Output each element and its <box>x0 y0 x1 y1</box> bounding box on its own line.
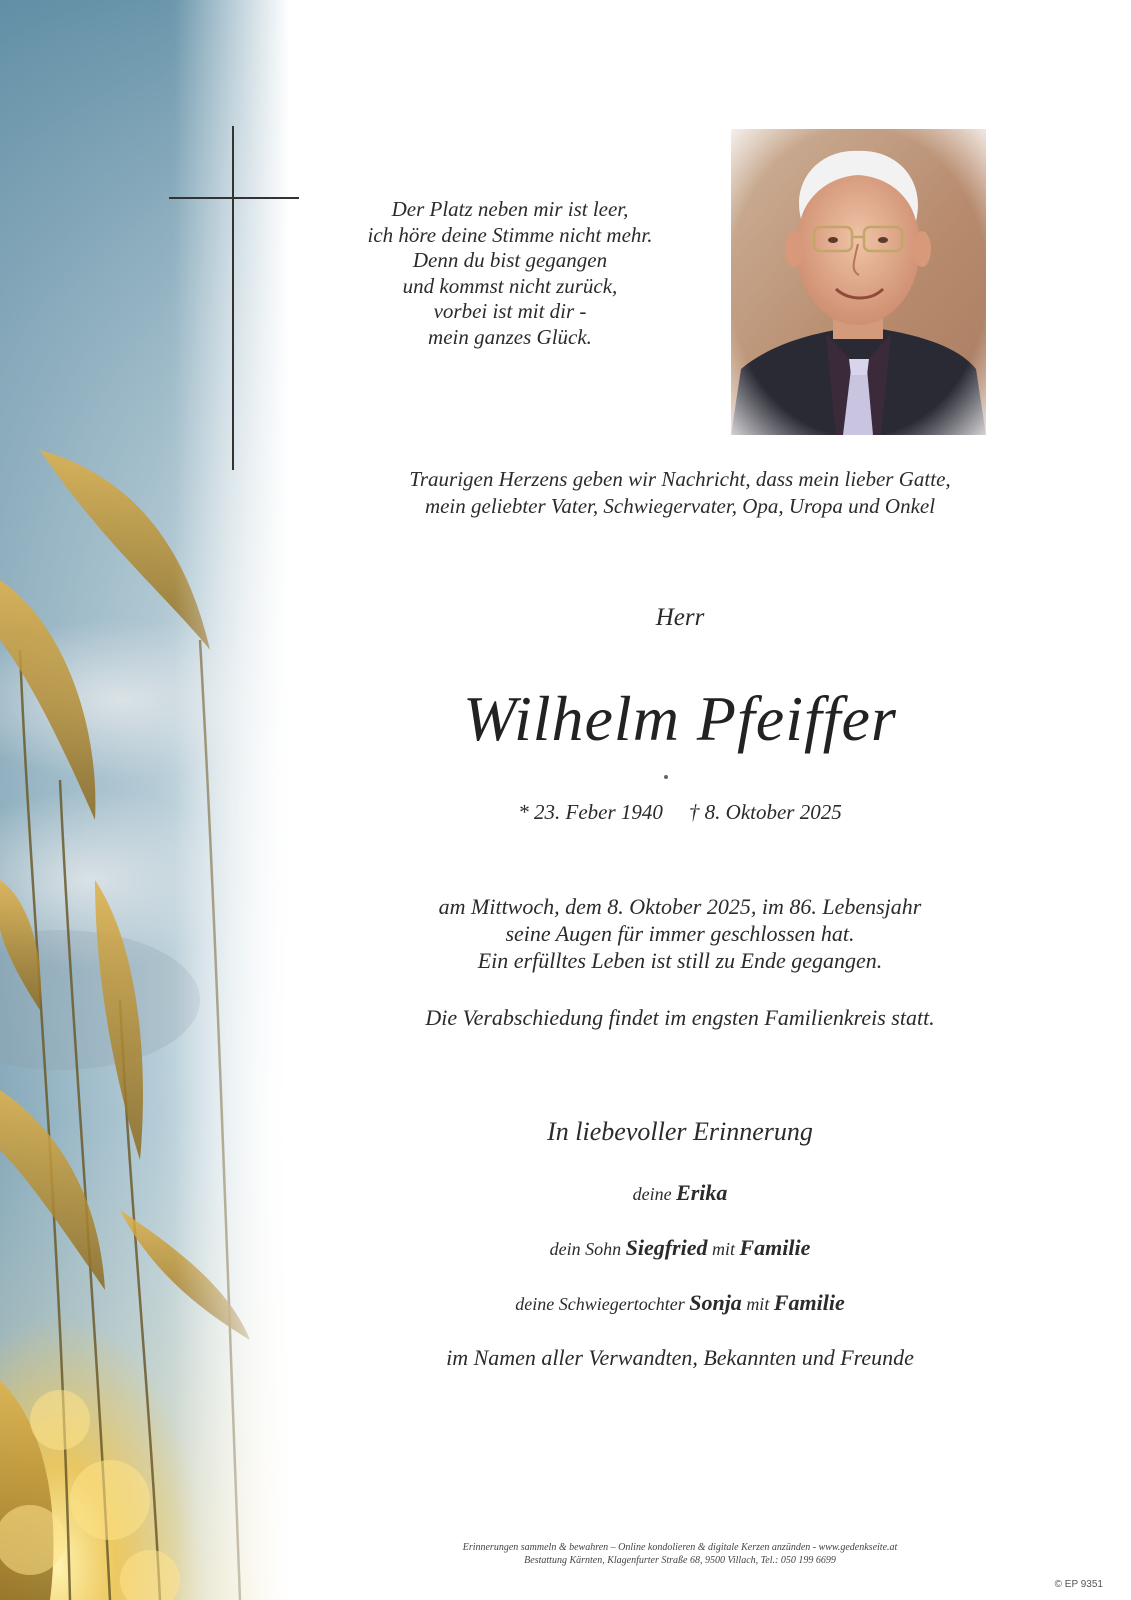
intro-line: mein geliebter Vater, Schwiegervater, Opa, Uropa und Onkel <box>424 494 936 518</box>
poem-line: vorbei ist mit dir - <box>433 299 587 324</box>
document-code: © EP 9351 <box>1054 1579 1103 1590</box>
footer-line: Bestattung Kärnten, Klagenfurter Straße 68, 9500 Villach, Tel.: 050 199 6699 <box>524 1555 836 1566</box>
mourner-name: Erika <box>676 1180 728 1205</box>
portrait-photo <box>731 129 986 435</box>
honorific: Herr <box>655 604 705 631</box>
memory-heading: In liebevoller Erinnerung <box>547 1117 813 1146</box>
birth-date: * 23. Feber 1940 <box>518 800 663 824</box>
body-line: Ein erfülltes Leben ist still zu Ende gegangen. <box>477 948 883 973</box>
mourner-mid: mit <box>711 1239 735 1259</box>
poem-line: Denn du bist gegangen <box>412 248 608 273</box>
footer-line: Erinnerungen sammeln & bewahren – Online kondolieren & digitale Kerzen anzünden - www.gedenkseite.at <box>462 1542 898 1553</box>
mourner-suffix: Familie <box>773 1290 845 1315</box>
poem-line: ich höre deine Stimme nicht mehr. <box>367 222 653 247</box>
poem-line: und kommst nicht zurück, <box>402 273 618 298</box>
mourner-name: Siegfried <box>625 1235 708 1260</box>
body-line: am Mittwoch, dem 8. Oktober 2025, im 86. Lebensjahr <box>438 894 922 919</box>
mourner-line <box>300 1180 1060 1206</box>
mourner-suffix: Familie <box>739 1235 811 1260</box>
poem <box>330 197 690 351</box>
poem-line: Der Platz neben mir ist leer, <box>391 197 629 221</box>
mourner-line <box>300 1235 1060 1261</box>
mourner-prefix: deine <box>632 1184 672 1204</box>
poem-line: mein ganzes Glück. <box>428 324 592 349</box>
mourner-mid: mit <box>746 1294 770 1314</box>
announcement-intro <box>300 466 1060 520</box>
footer <box>330 1541 1030 1567</box>
cross-icon <box>0 0 310 480</box>
mourner-line <box>300 1290 1060 1316</box>
decorative-dot <box>664 775 668 779</box>
mourner-prefix: deine Schwiegertochter <box>515 1294 685 1314</box>
death-date: † 8. Oktober 2025 <box>688 800 842 824</box>
intro-line: Traurigen Herzens geben wir Nachricht, dass mein lieber Gatte, <box>409 467 951 491</box>
farewell-notice: Die Verabschiedung findet im engsten Familienkreis statt. <box>425 1005 935 1030</box>
announcement-body <box>300 893 1060 974</box>
mourner-name: Sonja <box>689 1290 742 1315</box>
body-line: seine Augen für immer geschlossen hat. <box>505 921 855 946</box>
mourner-prefix: dein Sohn <box>549 1239 622 1259</box>
mourner-line-all: im Namen aller Verwandten, Bekannten und Freunde <box>446 1345 914 1370</box>
deceased-name: Wilhelm Pfeiffer <box>463 683 897 754</box>
life-dates <box>300 800 1060 825</box>
